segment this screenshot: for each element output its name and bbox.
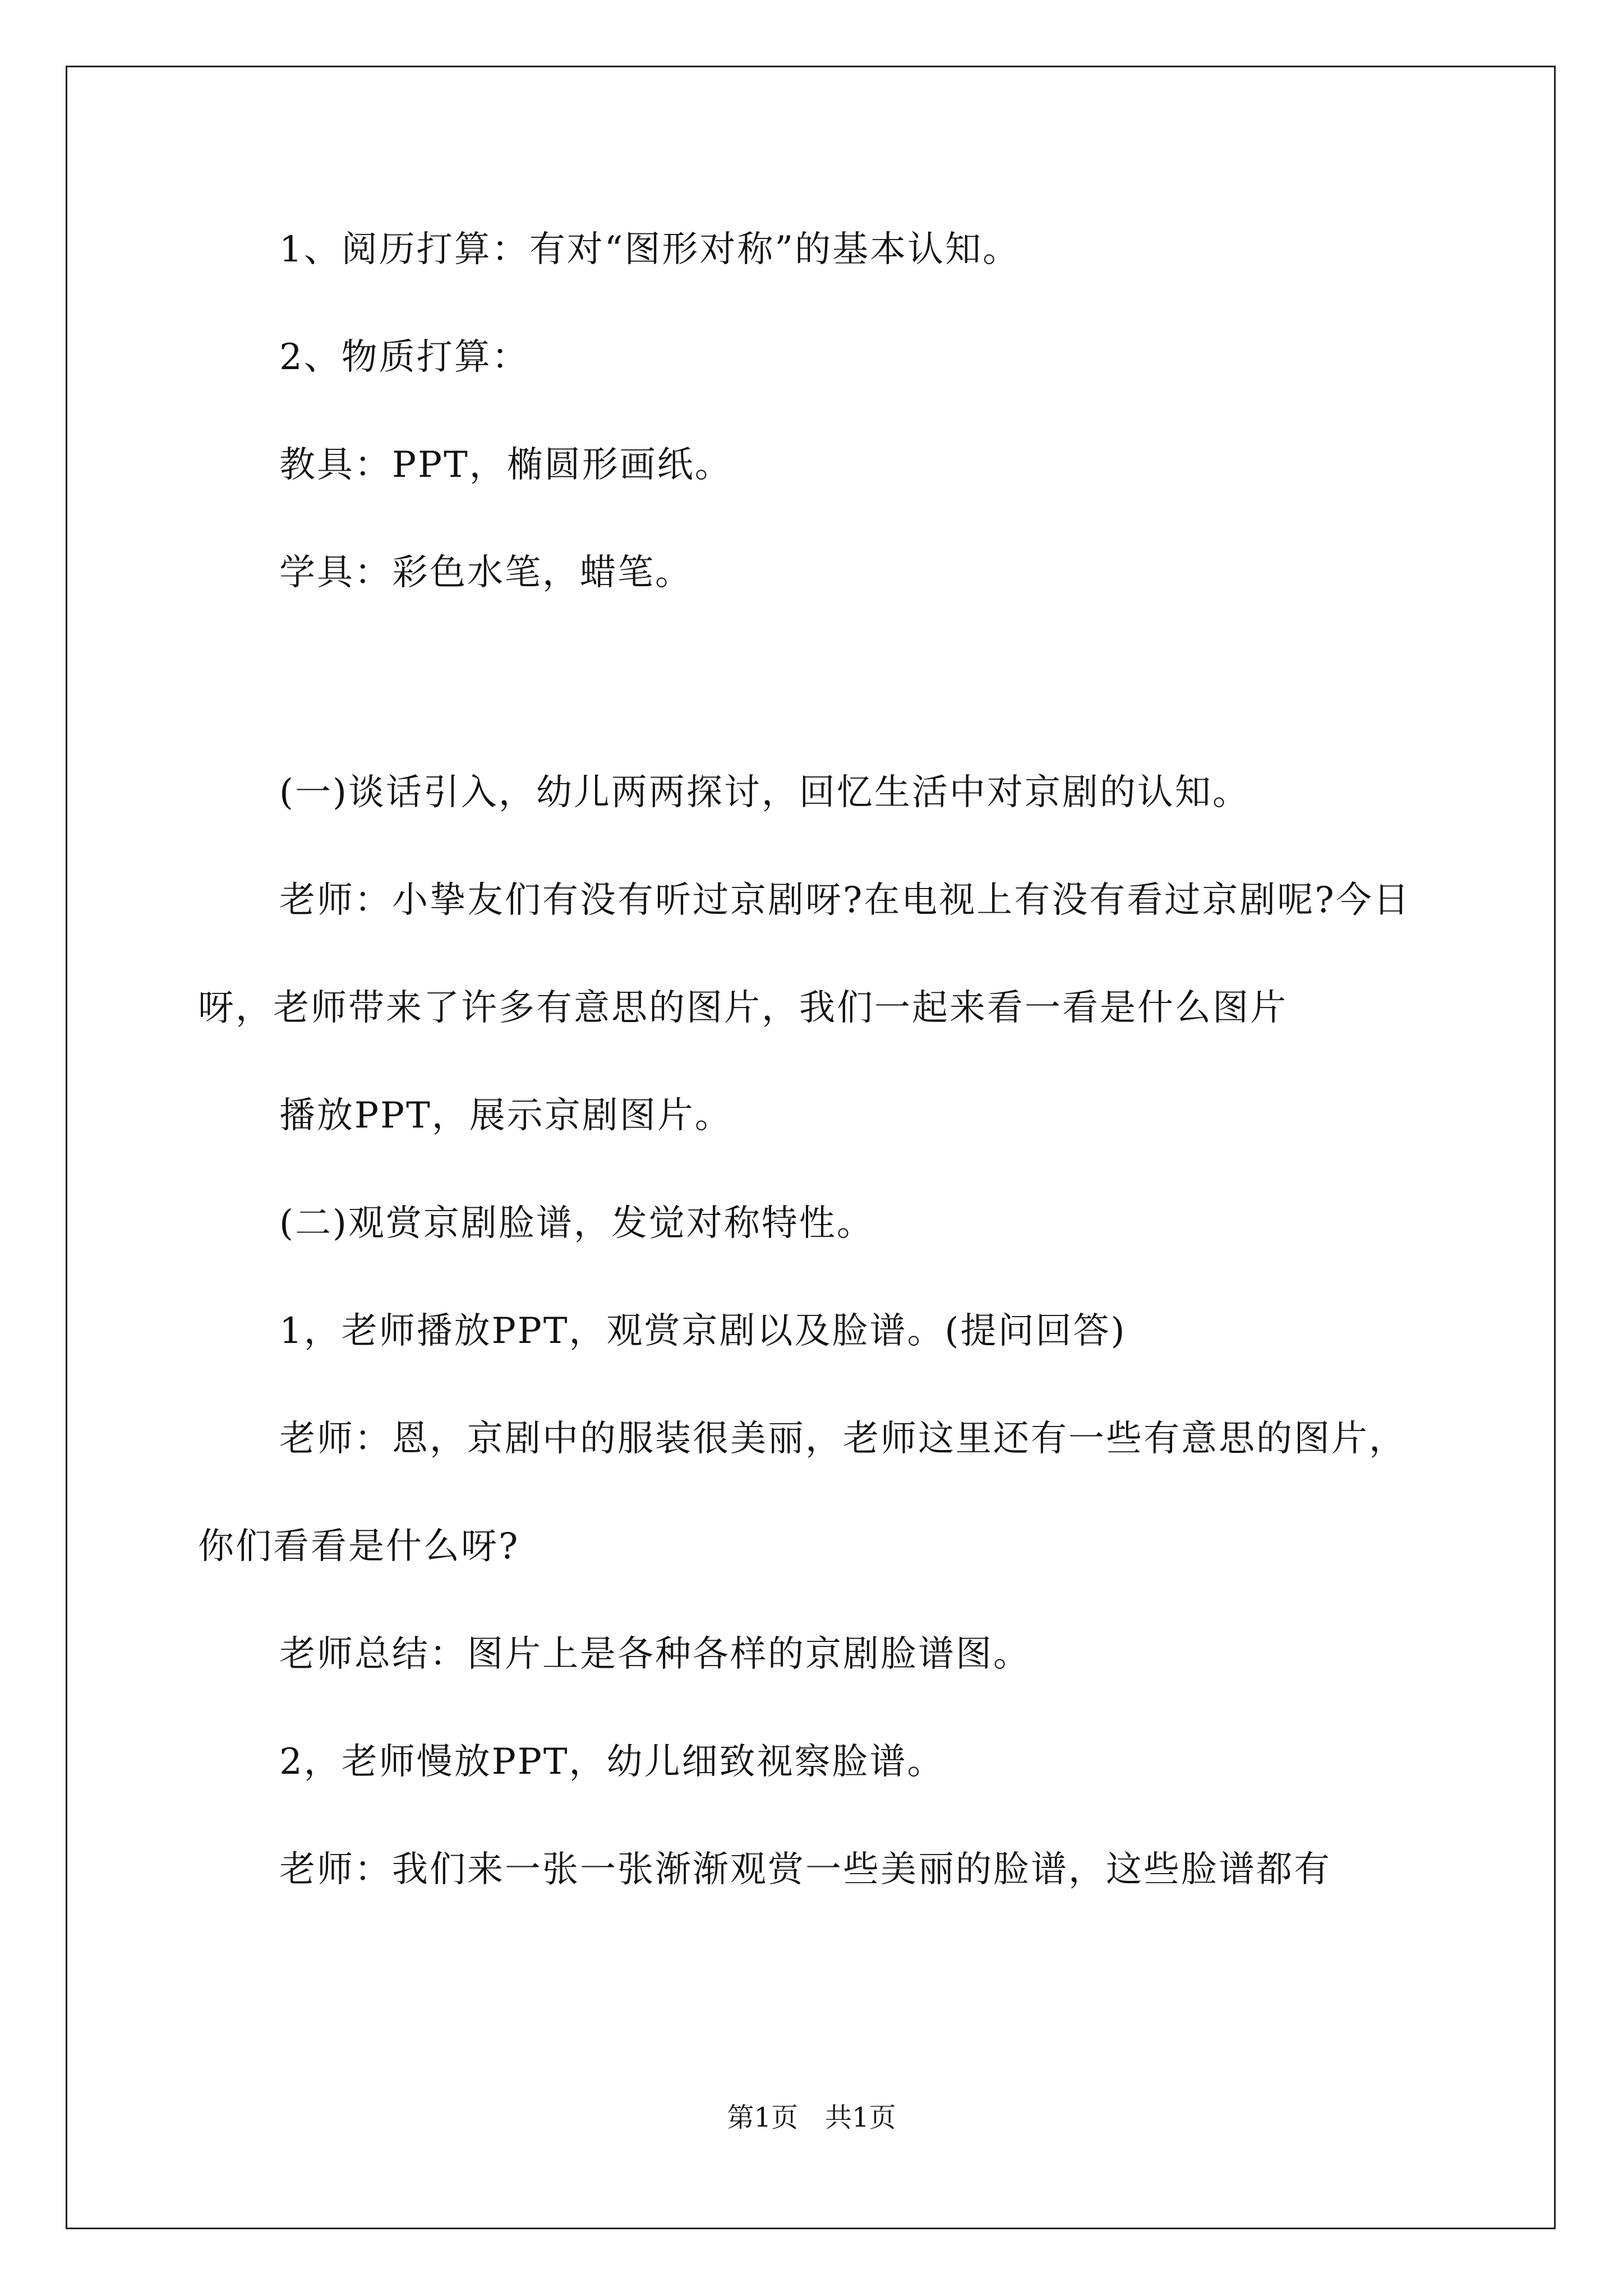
paragraph-teaching-aids: 教具：PPT，椭圆形画纸。: [279, 444, 732, 486]
paragraph-learning-aids: 学具：彩色水笔，蜡笔。: [279, 552, 693, 593]
paragraph-teacher-intro: 老师：小挚友们有没有听过京剧呀?在电视上有没有看过京剧呢?今日呀，老师带来了许多有意思的图片，我们一起来看一看是什么图片: [198, 880, 1411, 1029]
paragraph-play-ppt: 播放PPT，展示京剧图片。: [279, 1095, 732, 1137]
paragraph-teacher-summary: 老师总结：图片上是各种各样的京剧脸谱图。: [279, 1634, 1031, 1675]
paragraph-section-one: (一)谈话引入，幼儿两两探讨，回忆生活中对京剧的认知。: [279, 772, 1250, 813]
paragraph-step-one: 1，老师播放PPT，观赏京剧以及脸谱。(提问回答): [279, 1310, 1127, 1352]
paragraph-material-prep: 2、物质打算：: [279, 337, 529, 378]
page-number: 第1页 共1页: [727, 2102, 896, 2133]
paragraph-step-two: 2，老师慢放PPT，幼儿细致视察脸谱。: [279, 1741, 945, 1783]
paragraph-section-two: (二)观赏京剧脸谱，发觉对称特性。: [279, 1203, 874, 1244]
paragraph-teacher-observe: 老师：我们来一张一张渐渐观赏一些美丽的脸谱，这些脸谱都有: [279, 1849, 1331, 1890]
paragraph-teacher-costume: 老师：恩，京剧中的服装很美丽，老师这里还有一些有意思的图片，你们看看是什么呀?: [198, 1418, 1407, 1567]
paragraph-experience-prep: 1、阅历打算：有对“图形对称”的基本认知。: [279, 229, 1021, 270]
document-body: [198, 222, 1432, 1949]
